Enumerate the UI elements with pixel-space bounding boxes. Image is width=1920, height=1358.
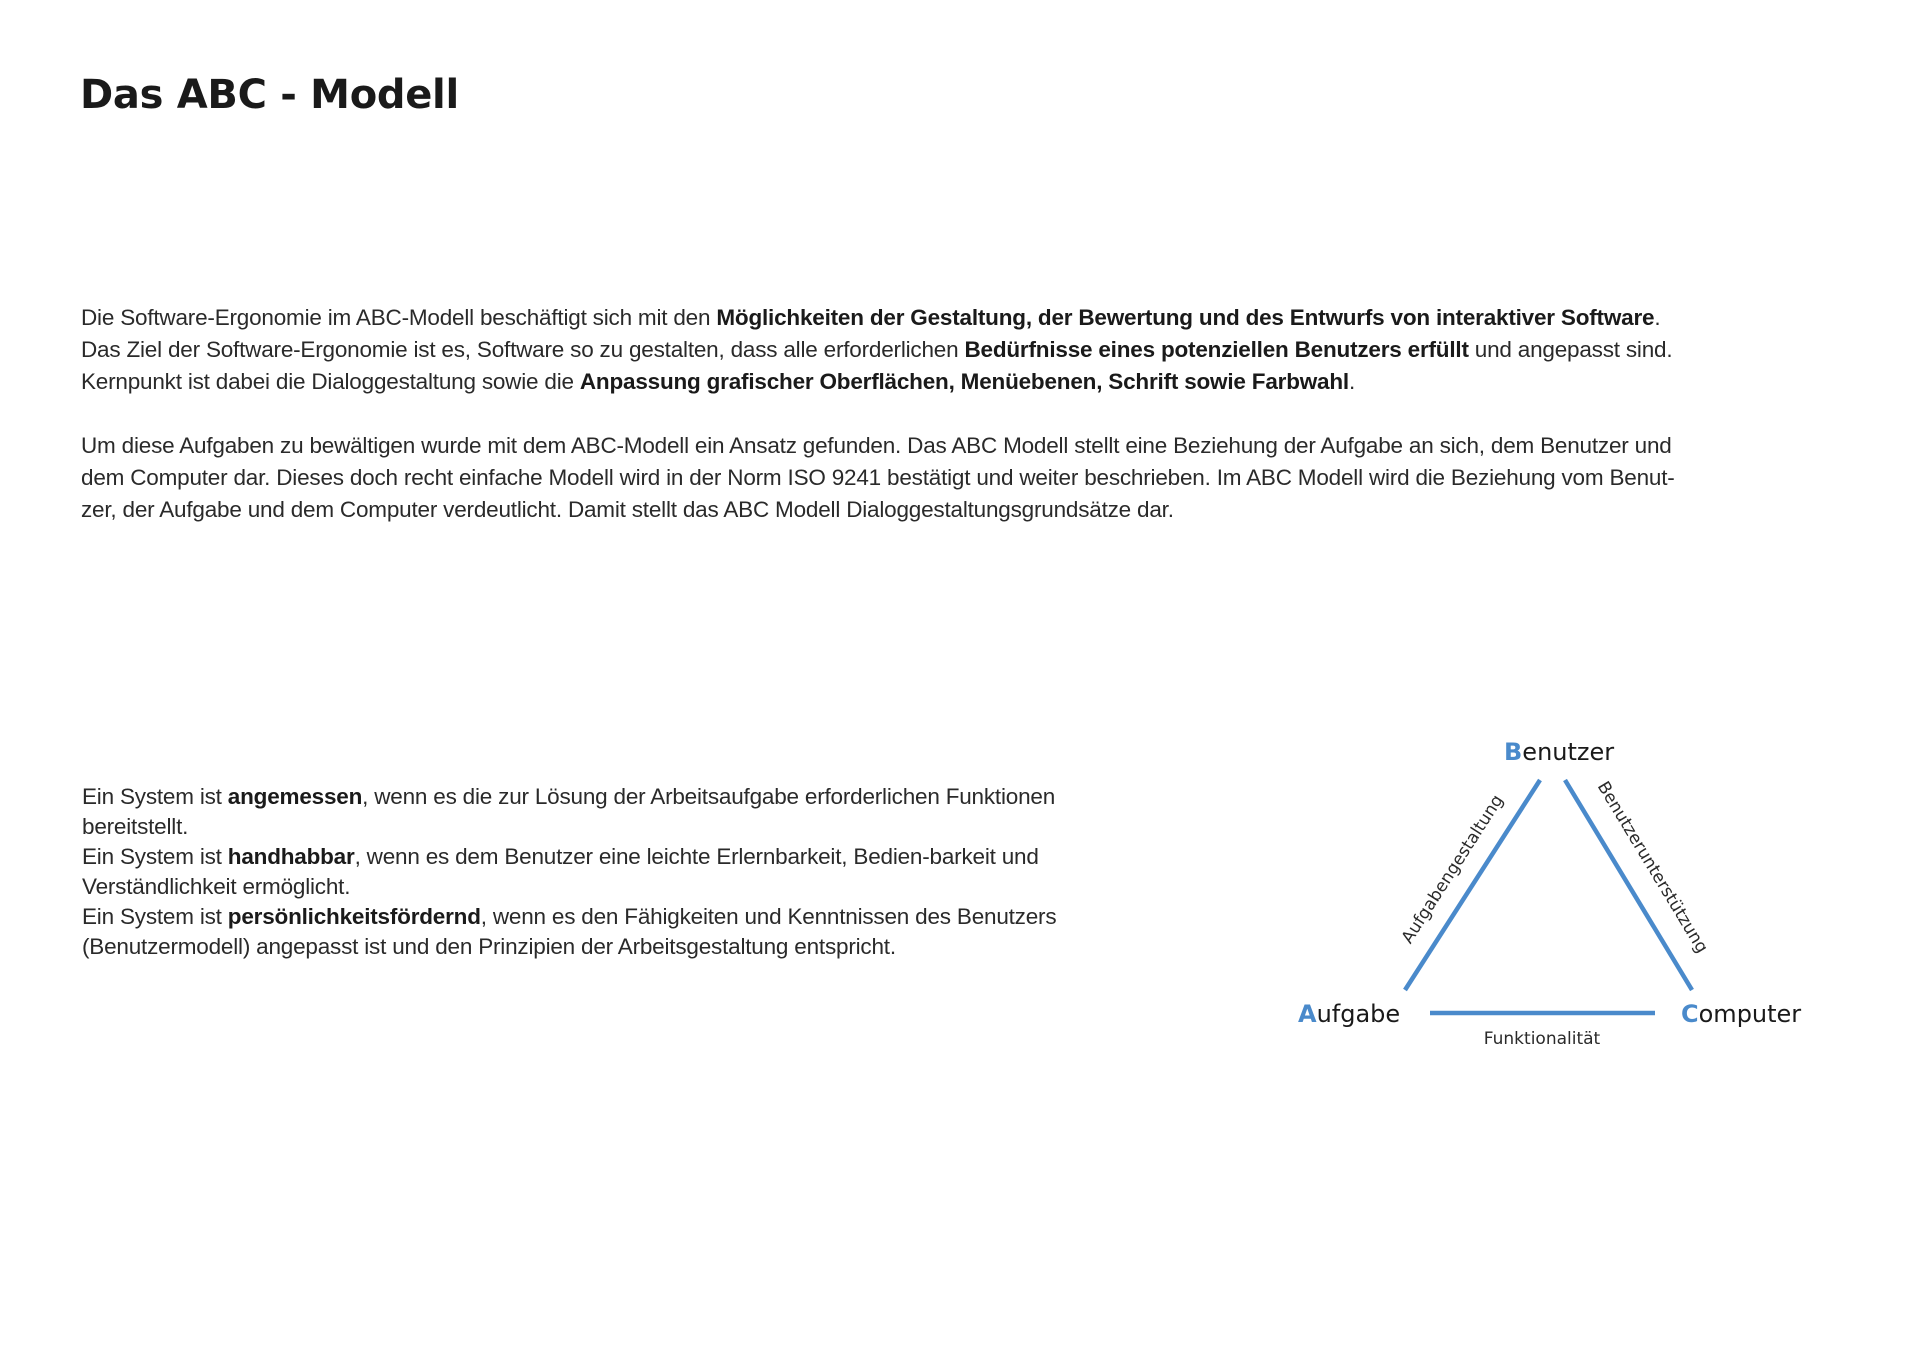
intro-paragraph-2-line: Um diese Aufgaben zu bewältigen wurde mit dem ABC-Modell ein Ansatz gefunden. Das ABC Modell stellt eine Beziehung der Aufgabe an sich, dem Benutzer und — [81, 433, 1672, 458]
text-span: Ein System ist — [82, 844, 228, 869]
text-span: , wenn es die zur Lösung der Arbeitsaufgabe erforderlichen Funktionen — [362, 784, 1056, 809]
node-rest: omputer — [1698, 1000, 1802, 1028]
node-initial: A — [1298, 1000, 1317, 1028]
criterion-persoenlichkeitsfoerdernd — [82, 902, 1202, 962]
text-span: Ein System ist — [82, 784, 228, 809]
intro-text — [81, 302, 1881, 558]
criterion-angemessen — [82, 782, 1202, 842]
page-title: Das ABC - Modell — [80, 72, 459, 118]
text-span: Das Ziel der Software-Ergonomie ist es, Software so zu gestalten, dass alle erforderlichen — [81, 337, 965, 362]
edge-label-benutzerunterstuetzung: Benutzerunterstützung — [1592, 778, 1712, 957]
system-criteria — [82, 782, 1202, 962]
abc-triangle-svg — [1280, 720, 1820, 1080]
text-span: (Benutzermodell) angepasst ist und den Prinzipien der Arbeitsgestaltung entspricht. — [82, 934, 896, 959]
text-span: bereitstellt. — [82, 814, 189, 839]
intro-sentence-2 — [81, 337, 1672, 362]
edge-label-aufgabengestaltung: Aufgabengestaltung — [1397, 791, 1508, 948]
node-rest: enutzer — [1522, 738, 1615, 766]
text-span: . — [1654, 305, 1661, 330]
edge-aufgabe-benutzer — [1405, 780, 1540, 990]
intro-sentence-3 — [81, 369, 1355, 394]
emphasis-design-evaluation: Möglichkeiten der Gestaltung, der Bewertung und des Entwurfs von interaktiver Software — [716, 305, 1655, 330]
node-rest: ufgabe — [1316, 1000, 1401, 1028]
text-span: Ein System ist — [82, 904, 228, 929]
text-span: . — [1348, 369, 1356, 394]
edge-label-funktionalitaet: Funktionalität — [1483, 1029, 1601, 1049]
criterion-term: handhabbar — [227, 844, 355, 869]
node-computer — [1681, 1000, 1801, 1028]
node-benutzer — [1504, 738, 1614, 766]
node-initial: C — [1681, 1000, 1699, 1028]
emphasis-user-needs: Bedürfnisse eines potenziellen Benutzers erfüllt — [964, 337, 1469, 362]
text-span: Kernpunkt ist dabei die Dialoggestaltung sowie die — [81, 369, 580, 394]
intro-paragraph-2-line: zer, der Aufgabe und dem Computer verdeutlicht. Damit stellt das ABC Modell Dialoggestaltungsgrundsätze dar. — [81, 497, 1174, 522]
text-span: und angepasst sind. — [1468, 337, 1673, 362]
text-span: , wenn es den Fähigkeiten und Kenntnissen des Benutzers — [480, 904, 1057, 929]
intro-paragraph-2 — [81, 430, 1881, 526]
abc-model-diagram — [1280, 720, 1820, 1080]
intro-paragraph-1 — [81, 302, 1881, 398]
emphasis-ui-adaptation: Anpassung grafischer Oberflächen, Menüebenen, Schrift sowie Farbwahl — [579, 369, 1349, 394]
criterion-term: persönlichkeitsfördernd — [227, 904, 481, 929]
text-span: Verständlichkeit ermöglicht. — [82, 874, 351, 899]
criterion-term: angemessen — [227, 784, 363, 809]
node-aufgabe — [1298, 1000, 1400, 1028]
criterion-handhabbar — [82, 842, 1202, 902]
intro-sentence-1 — [81, 305, 1660, 330]
node-initial: B — [1504, 738, 1523, 766]
intro-paragraph-2-line: dem Computer dar. Dieses doch recht einfache Modell wird in der Norm ISO 9241 bestätigt und weiter beschrieben. Im ABC Modell wird die Beziehung vom Benut- — [81, 465, 1675, 490]
text-span: , wenn es dem Benutzer eine leichte Erlernbarkeit, Bedien-barkeit und — [354, 844, 1039, 869]
text-span: Die Software-Ergonomie im ABC-Modell beschäftigt sich mit den — [81, 305, 717, 330]
